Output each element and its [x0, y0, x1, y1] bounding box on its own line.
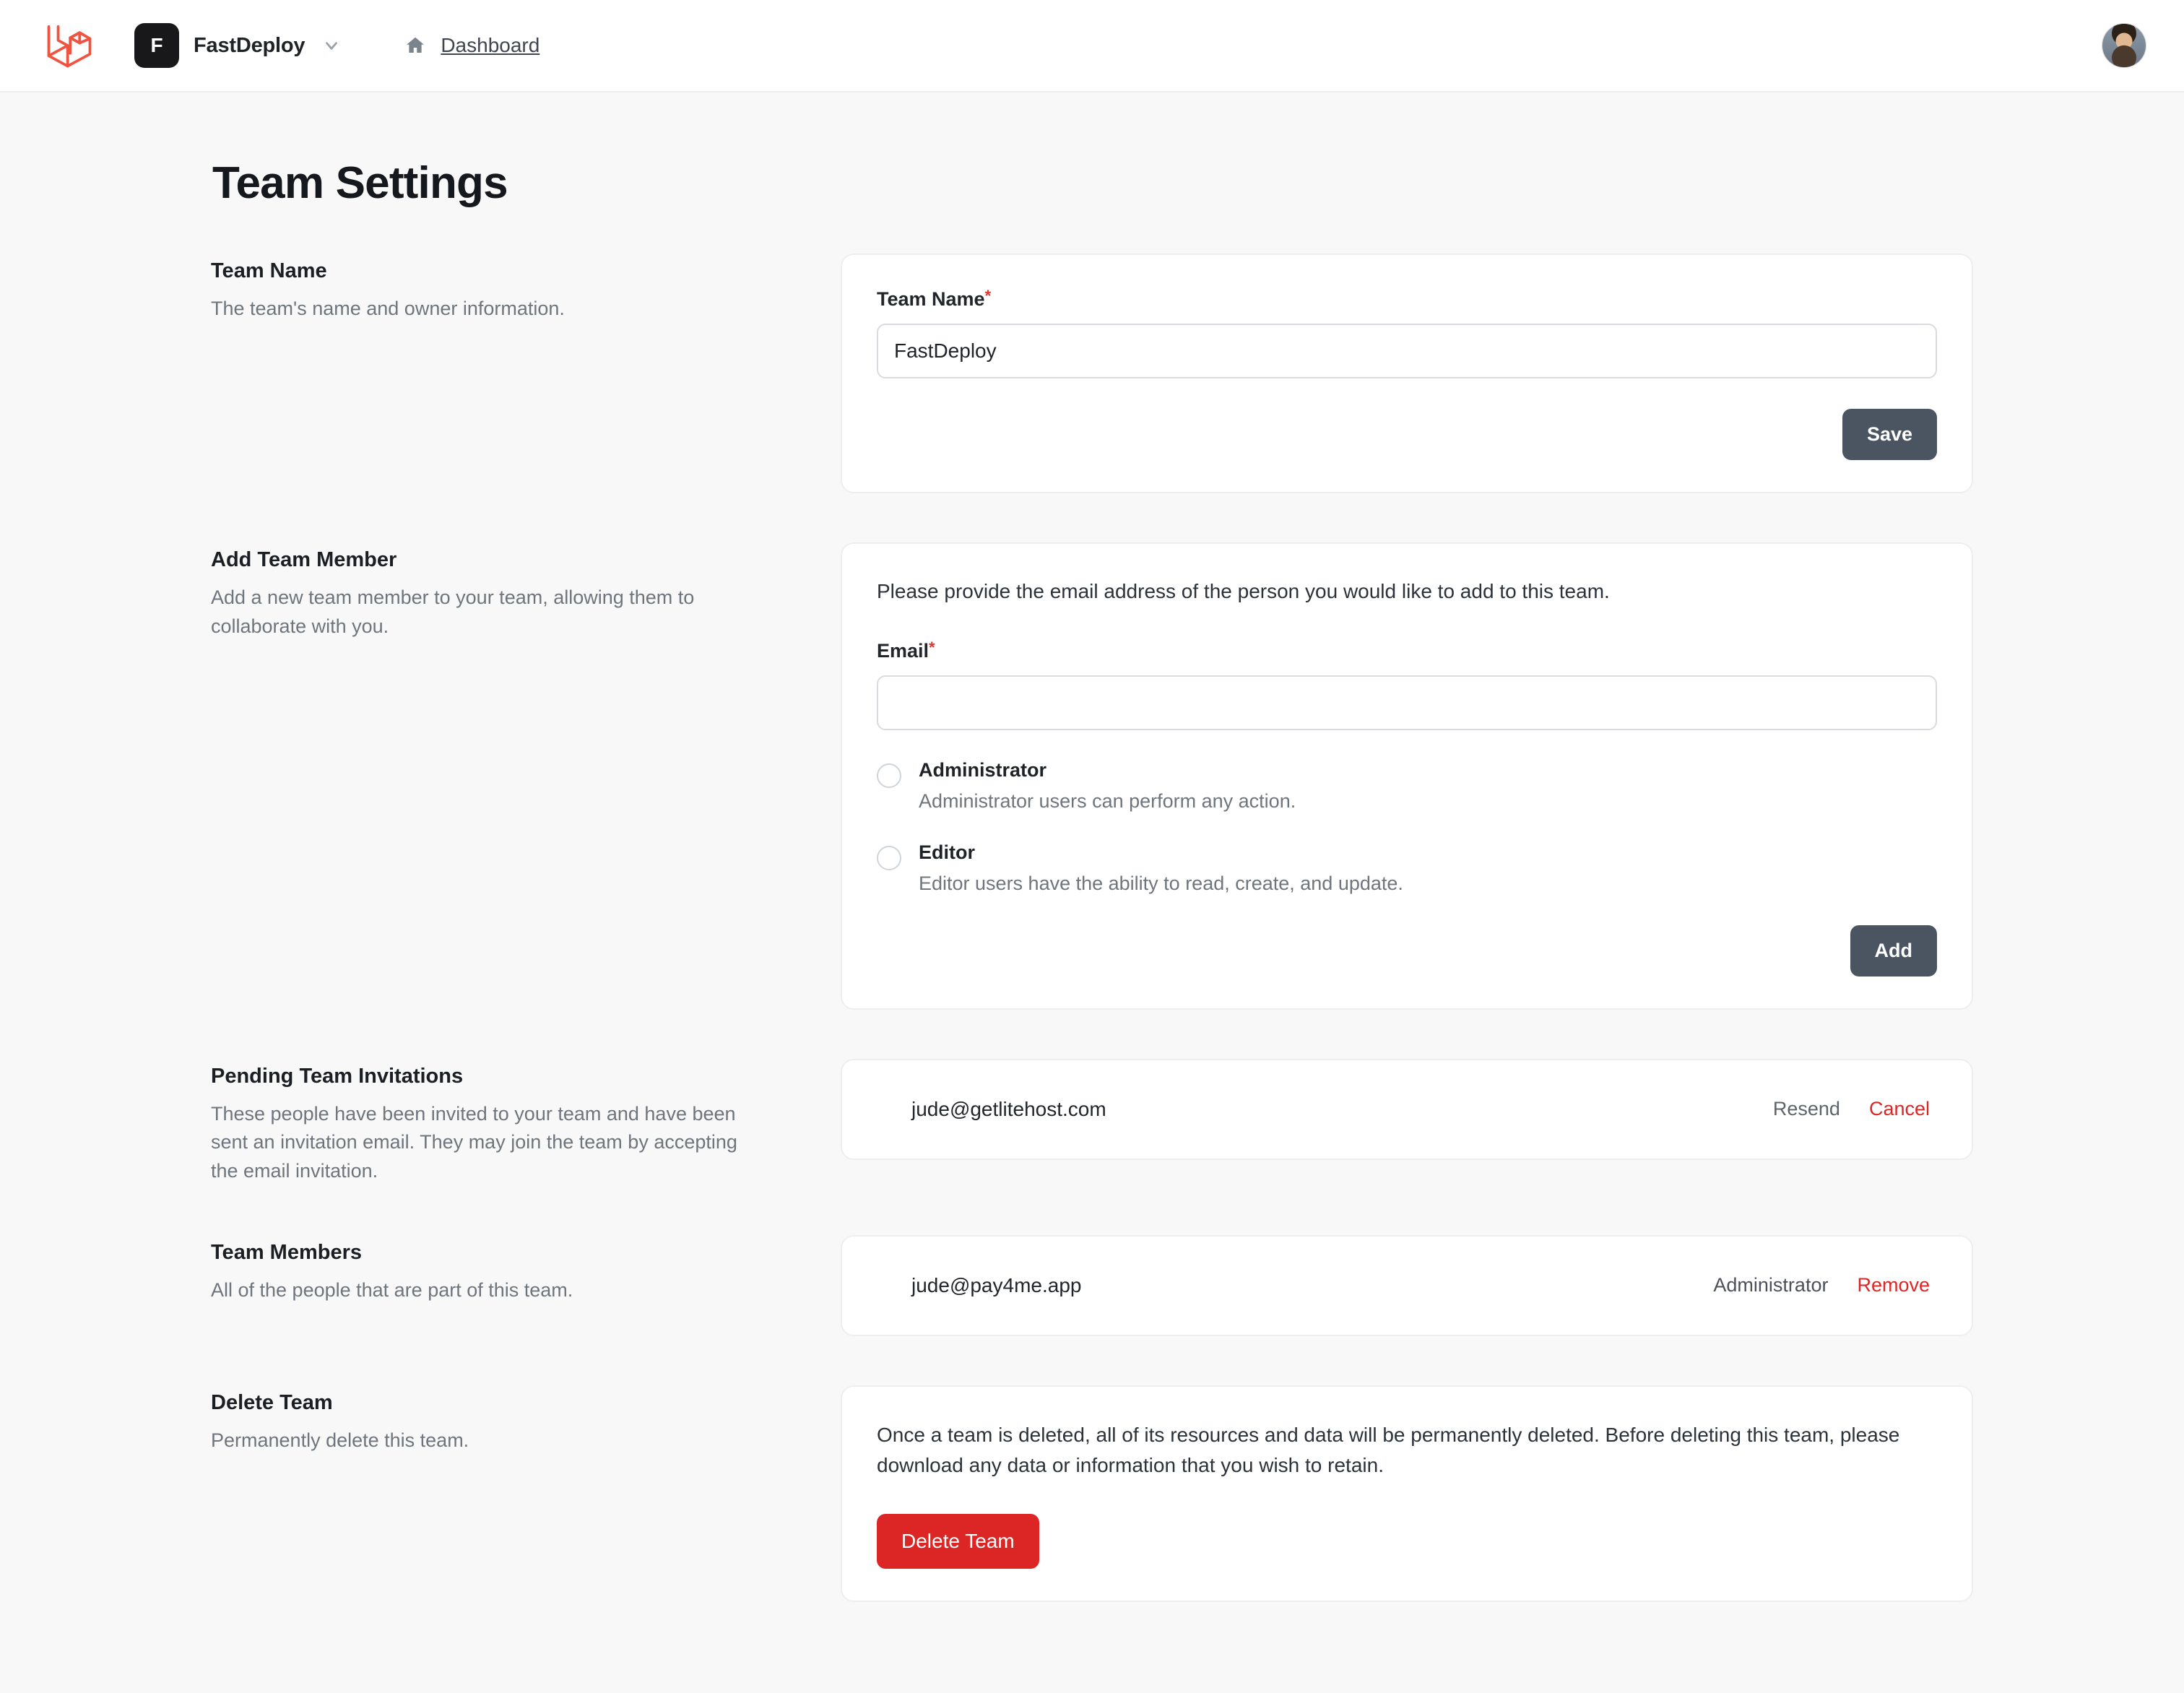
role-option-editor[interactable]: [877, 841, 1937, 895]
save-button[interactable]: Save: [1842, 409, 1937, 460]
cancel-invitation-button[interactable]: Cancel: [1868, 1098, 1930, 1120]
avatar-image: [2102, 24, 2146, 67]
home-icon: [404, 35, 426, 56]
section-team-name: [211, 254, 1973, 493]
list-item: [877, 1267, 1937, 1304]
section-heading: Pending Team Invitations: [211, 1064, 464, 1088]
email-field[interactable]: [877, 675, 1937, 730]
team-members-card: [841, 1235, 1973, 1336]
team-name-card: [841, 254, 1973, 493]
nav-link-dashboard[interactable]: [404, 34, 540, 57]
section-delete-info: [211, 1385, 841, 1455]
pending-invitations-card: [841, 1059, 1973, 1160]
section-description: The team's name and owner information.: [211, 298, 565, 319]
top-navigation-bar: [0, 0, 2184, 92]
team-name-label-text: Team Name: [877, 288, 985, 310]
role-title: Editor: [919, 841, 975, 863]
section-add-member-info: [211, 542, 841, 641]
team-avatar-initial: F: [134, 23, 179, 68]
radio-editor[interactable]: [877, 846, 901, 870]
add-member-card: [841, 542, 1973, 1010]
role-description: Administrator users can perform any action.: [919, 789, 1296, 812]
resend-invitation-button[interactable]: Resend: [1772, 1098, 1840, 1120]
required-asterisk: *: [929, 638, 935, 657]
section-add-team-member: [211, 542, 1973, 1010]
primary-nav-links: [404, 34, 540, 57]
laravel-logo-icon[interactable]: [42, 18, 97, 73]
email-label-text: Email: [877, 639, 930, 662]
page-title: Team Settings: [212, 158, 508, 208]
page-body: [0, 92, 2184, 1602]
add-user-button[interactable]: Add: [1850, 925, 1937, 977]
chevron-down-icon[interactable]: [322, 36, 341, 55]
avatar[interactable]: [2102, 23, 2146, 68]
role-title: Administrator: [919, 758, 1047, 781]
list-item: [877, 1091, 1937, 1128]
delete-warning-text: Once a team is deleted, all of its resources and data will be permanently deleted. Before deleting this team, please download any data or information that you wish to retain.: [877, 1423, 1900, 1476]
current-team-name: FastDeploy: [194, 33, 306, 57]
email-label: [877, 640, 935, 662]
section-heading: Delete Team: [211, 1390, 333, 1414]
member-role: Administrator: [1713, 1274, 1829, 1296]
section-description: Add a new team member to your team, allowing them to collaborate with you.: [211, 586, 695, 637]
section-heading: Team Members: [211, 1240, 362, 1264]
role-description: Editor users have the ability to read, create, and update.: [919, 872, 1403, 894]
delete-team-button[interactable]: Delete Team: [877, 1514, 1039, 1569]
section-description: These people have been invited to your team and have been sent an invitation email. They may join the team by accepting the email invitation.: [211, 1102, 737, 1182]
section-pending-invitations: [211, 1059, 1973, 1186]
delete-team-card: [841, 1385, 1973, 1602]
section-team-members: [211, 1235, 1973, 1336]
remove-member-button[interactable]: Remove: [1857, 1274, 1930, 1296]
section-pending-info: [211, 1059, 841, 1186]
team-name-label: [877, 288, 991, 311]
team-switcher[interactable]: [134, 23, 341, 68]
section-description: All of the people that are part of this team.: [211, 1278, 573, 1301]
section-description: Permanently delete this team.: [211, 1429, 469, 1451]
section-team-name-info: [211, 254, 841, 324]
role-option-administrator[interactable]: [877, 759, 1937, 813]
member-actions: [1713, 1274, 1930, 1296]
invitation-email: jude@getlitehost.com: [911, 1097, 1106, 1120]
section-delete-team: [211, 1385, 1973, 1602]
section-heading: Add Team Member: [211, 548, 397, 571]
member-email: jude@pay4me.app: [911, 1273, 1082, 1296]
required-asterisk: *: [984, 287, 992, 305]
team-name-input[interactable]: [877, 324, 1937, 378]
nav-link-label: Dashboard: [441, 34, 540, 56]
invitation-actions: [1773, 1098, 1930, 1120]
radio-administrator[interactable]: [877, 763, 901, 788]
section-heading: Team Name: [211, 259, 327, 282]
section-members-info: [211, 1235, 841, 1305]
add-member-intro: Please provide the email address of the person you would like to add to this team.: [877, 580, 1610, 602]
